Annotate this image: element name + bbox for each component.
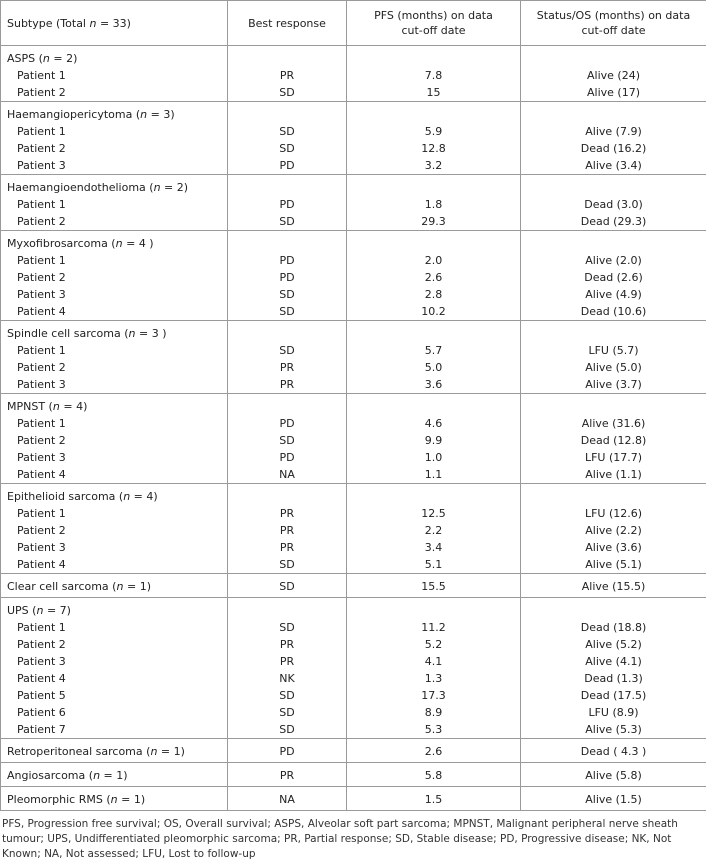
cell-label: Patient 1 <box>1 252 228 269</box>
cell-status: Alive (2.0) <box>521 252 706 269</box>
table-row <box>1 269 706 286</box>
cell-label: Patient 4 <box>1 556 228 574</box>
empty-cell <box>228 484 347 506</box>
table-row <box>1 84 706 102</box>
empty-cell <box>521 46 706 68</box>
table-row <box>1 415 706 432</box>
header-subtype <box>1 1 228 46</box>
cell-response: SD <box>228 213 347 231</box>
cell-pfs: 12.8 <box>347 140 521 157</box>
table-row <box>1 67 706 84</box>
group-count: 4 <box>139 237 146 250</box>
cell-response: SD <box>228 687 347 704</box>
table-row <box>1 522 706 539</box>
cell-label: Patient 1 <box>1 415 228 432</box>
cell-status: Dead (29.3) <box>521 213 706 231</box>
group-name: Spindle cell sarcoma <box>7 327 121 340</box>
group-myxofibrosarcoma <box>1 231 706 321</box>
group-name: ASPS <box>7 52 35 65</box>
empty-cell <box>347 394 521 416</box>
cell-pfs: 5.2 <box>347 636 521 653</box>
group-epithelioid <box>1 484 706 574</box>
empty-cell <box>347 175 521 197</box>
cell-pfs: 15 <box>347 84 521 102</box>
empty-cell <box>347 484 521 506</box>
header-pfs-line2: cut-off date <box>401 24 465 37</box>
cell-response: PR <box>228 763 347 787</box>
group-count: 2 <box>66 52 73 65</box>
group-spindle <box>1 321 706 394</box>
cell-label: Patient 2 <box>1 522 228 539</box>
table-row <box>1 466 706 484</box>
table-row <box>1 653 706 670</box>
table-row <box>1 213 706 231</box>
cell-status: Alive (3.4) <box>521 157 706 175</box>
empty-cell <box>347 321 521 343</box>
cell-status: Alive (3.6) <box>521 539 706 556</box>
empty-cell <box>521 231 706 253</box>
header-status <box>521 1 706 46</box>
cell-response: SD <box>228 704 347 721</box>
cell-status: LFU (17.7) <box>521 449 706 466</box>
table-row <box>1 432 706 449</box>
cell-pfs: 1.3 <box>347 670 521 687</box>
group-count: 4 <box>76 400 83 413</box>
cell-label: Patient 4 <box>1 466 228 484</box>
cell-status: Alive (4.9) <box>521 286 706 303</box>
cell-response: PD <box>228 739 347 763</box>
table-row <box>1 556 706 574</box>
cell-label: Patient 3 <box>1 286 228 303</box>
header-pfs-line1: PFS (months) on data <box>374 9 493 22</box>
empty-cell <box>228 175 347 197</box>
group-title: MPNST (n = 4) <box>1 394 228 416</box>
cell-response: PD <box>228 449 347 466</box>
table-row <box>1 140 706 157</box>
group-title: UPS (n = 7) <box>1 598 228 620</box>
cell-response: PR <box>228 636 347 653</box>
cell-status: Alive (7.9) <box>521 123 706 140</box>
cell-label: Patient 3 <box>1 539 228 556</box>
cell-pfs: 3.6 <box>347 376 521 394</box>
group-header-row <box>1 175 706 197</box>
table-row <box>1 252 706 269</box>
table-row <box>1 539 706 556</box>
empty-cell <box>347 46 521 68</box>
table-row <box>1 787 706 811</box>
cell-response: SD <box>228 619 347 636</box>
cell-pfs: 10.2 <box>347 303 521 321</box>
cell-response: SD <box>228 140 347 157</box>
cell-status: Alive (5.1) <box>521 556 706 574</box>
cell-pfs: 2.8 <box>347 286 521 303</box>
table-row <box>1 376 706 394</box>
cell-status: LFU (12.6) <box>521 505 706 522</box>
group-name: Myxofibrosarcoma <box>7 237 108 250</box>
table-row <box>1 342 706 359</box>
cell-status: Dead (12.8) <box>521 432 706 449</box>
cell-status: LFU (8.9) <box>521 704 706 721</box>
cell-status: Alive (3.7) <box>521 376 706 394</box>
table-row <box>1 449 706 466</box>
group-retroperitoneal <box>1 739 706 763</box>
table-row <box>1 574 706 598</box>
cell-pfs: 3.4 <box>347 539 521 556</box>
group-count: 1 <box>174 745 181 758</box>
cell-response: SD <box>228 342 347 359</box>
cell-label: Patient 1 <box>1 196 228 213</box>
cell-status: Alive (1.1) <box>521 466 706 484</box>
cell-pfs: 1.5 <box>347 787 521 811</box>
group-title: Pleomorphic RMS (n = 1) <box>1 787 228 811</box>
table-row <box>1 619 706 636</box>
cell-pfs: 7.8 <box>347 67 521 84</box>
cell-response: SD <box>228 574 347 598</box>
cell-response: SD <box>228 556 347 574</box>
header-status-line1: Status/OS (months) on data <box>537 9 690 22</box>
empty-cell <box>228 321 347 343</box>
cell-response: PD <box>228 157 347 175</box>
group-title: Haemangioendothelioma (n = 2) <box>1 175 228 197</box>
group-header-row <box>1 231 706 253</box>
cell-status: Alive (24) <box>521 67 706 84</box>
cell-response: SD <box>228 286 347 303</box>
cell-status: Alive (15.5) <box>521 574 706 598</box>
empty-cell <box>521 394 706 416</box>
cell-pfs: 5.8 <box>347 763 521 787</box>
group-pleomorphic <box>1 787 706 811</box>
group-title: Myxofibrosarcoma (n = 4 ) <box>1 231 228 253</box>
cell-pfs: 1.1 <box>347 466 521 484</box>
table-row <box>1 359 706 376</box>
empty-cell <box>228 598 347 620</box>
group-count: 1 <box>134 793 141 806</box>
cell-pfs: 5.7 <box>347 342 521 359</box>
cell-label: Patient 2 <box>1 269 228 286</box>
cell-label: Patient 1 <box>1 505 228 522</box>
group-header-row <box>1 321 706 343</box>
group-haemangiopericytoma <box>1 102 706 175</box>
cell-pfs: 5.0 <box>347 359 521 376</box>
cell-status: Alive (5.2) <box>521 636 706 653</box>
empty-cell <box>228 394 347 416</box>
cell-status: Dead (16.2) <box>521 140 706 157</box>
cell-status: Dead ( 4.3 ) <box>521 739 706 763</box>
empty-cell <box>521 484 706 506</box>
group-header-row <box>1 46 706 68</box>
cell-label: Patient 4 <box>1 303 228 321</box>
cell-status: Dead (3.0) <box>521 196 706 213</box>
table-footnote: PFS, Progression free survival; OS, Overall survival; ASPS, Alveolar soft part sarcoma; MPNST, Malignant peripheral nerve sheath tumour; UPS, Undifferentiated pleomorphic sarcoma; PR, Partial response; SD, Stable disease; PD, Progressive disease; NK, Not Known; NA, Not assessed; LFU, Lost to follow-up <box>0 811 706 862</box>
cell-pfs: 5.3 <box>347 721 521 739</box>
group-title: Clear cell sarcoma (n = 1) <box>1 574 228 598</box>
cell-response: PR <box>228 359 347 376</box>
group-count: 1 <box>116 769 123 782</box>
header-subtype-prefix: Subtype (Total <box>7 17 89 30</box>
cell-response: SD <box>228 721 347 739</box>
table-row <box>1 636 706 653</box>
cell-response: PR <box>228 522 347 539</box>
cell-pfs: 1.0 <box>347 449 521 466</box>
group-name: Retroperitoneal sarcoma <box>7 745 143 758</box>
cell-label: Patient 2 <box>1 84 228 102</box>
group-count: 4 <box>146 490 153 503</box>
group-name: Angiosarcoma <box>7 769 85 782</box>
group-header-row <box>1 598 706 620</box>
cell-status: Dead (18.8) <box>521 619 706 636</box>
cell-pfs: 4.6 <box>347 415 521 432</box>
cell-label: Patient 2 <box>1 359 228 376</box>
cell-pfs: 3.2 <box>347 157 521 175</box>
cell-status: Alive (31.6) <box>521 415 706 432</box>
group-count: 3 <box>163 108 170 121</box>
table-row <box>1 670 706 687</box>
group-name: Pleomorphic RMS <box>7 793 103 806</box>
cell-label: Patient 1 <box>1 619 228 636</box>
cell-label: Patient 2 <box>1 213 228 231</box>
cell-pfs: 15.5 <box>347 574 521 598</box>
group-name: Haemangioendothelioma <box>7 181 146 194</box>
cell-label: Patient 1 <box>1 67 228 84</box>
cell-label: Patient 4 <box>1 670 228 687</box>
cell-label: Patient 2 <box>1 432 228 449</box>
cell-label: Patient 3 <box>1 376 228 394</box>
cell-response: PD <box>228 415 347 432</box>
cell-status: LFU (5.7) <box>521 342 706 359</box>
group-ups <box>1 598 706 739</box>
group-name: Epithelioid sarcoma <box>7 490 115 503</box>
cell-status: Alive (2.2) <box>521 522 706 539</box>
cell-response: PR <box>228 67 347 84</box>
cell-label: Patient 2 <box>1 636 228 653</box>
cell-label: Patient 3 <box>1 157 228 175</box>
empty-cell <box>521 102 706 124</box>
table-row <box>1 157 706 175</box>
cell-response: SD <box>228 432 347 449</box>
table-row <box>1 123 706 140</box>
group-angiosarcoma <box>1 763 706 787</box>
table-row <box>1 286 706 303</box>
group-count: 1 <box>140 580 147 593</box>
cell-pfs: 12.5 <box>347 505 521 522</box>
empty-cell <box>347 102 521 124</box>
empty-cell <box>228 46 347 68</box>
cell-pfs: 9.9 <box>347 432 521 449</box>
cell-response: PD <box>228 196 347 213</box>
cell-pfs: 29.3 <box>347 213 521 231</box>
group-title: Spindle cell sarcoma (n = 3 ) <box>1 321 228 343</box>
table-row <box>1 739 706 763</box>
group-header-row <box>1 394 706 416</box>
header-best-response: Best response <box>228 1 347 46</box>
table-row <box>1 704 706 721</box>
cell-status: Alive (5.8) <box>521 763 706 787</box>
cell-label: Patient 3 <box>1 449 228 466</box>
group-title: Retroperitoneal sarcoma (n = 1) <box>1 739 228 763</box>
empty-cell <box>521 175 706 197</box>
table-row <box>1 721 706 739</box>
cell-pfs: 5.1 <box>347 556 521 574</box>
group-asps <box>1 46 706 102</box>
cell-label: Patient 7 <box>1 721 228 739</box>
empty-cell <box>347 598 521 620</box>
table-row <box>1 303 706 321</box>
cell-response: PD <box>228 269 347 286</box>
table-row <box>1 763 706 787</box>
cell-response: NK <box>228 670 347 687</box>
group-count: 3 <box>152 327 159 340</box>
cell-label: Patient 6 <box>1 704 228 721</box>
group-header-row <box>1 484 706 506</box>
cell-status: Alive (5.3) <box>521 721 706 739</box>
group-title: Epithelioid sarcoma (n = 4) <box>1 484 228 506</box>
cell-status: Alive (1.5) <box>521 787 706 811</box>
header-subtype-n: n <box>89 17 96 30</box>
cell-pfs: 2.2 <box>347 522 521 539</box>
table-row <box>1 505 706 522</box>
cell-pfs: 8.9 <box>347 704 521 721</box>
cell-status: Dead (2.6) <box>521 269 706 286</box>
group-clearcell <box>1 574 706 598</box>
cell-status: Dead (17.5) <box>521 687 706 704</box>
table-row <box>1 196 706 213</box>
group-haemangioendothelioma <box>1 175 706 231</box>
cell-response: SD <box>228 303 347 321</box>
empty-cell <box>521 598 706 620</box>
table-row <box>1 687 706 704</box>
group-name: MPNST <box>7 400 45 413</box>
group-header-row <box>1 102 706 124</box>
empty-cell <box>521 321 706 343</box>
cell-pfs: 11.2 <box>347 619 521 636</box>
cell-pfs: 5.9 <box>347 123 521 140</box>
cell-label: Patient 1 <box>1 342 228 359</box>
header-status-line2: cut-off date <box>581 24 645 37</box>
cell-response: PR <box>228 653 347 670</box>
cell-label: Patient 5 <box>1 687 228 704</box>
cell-status: Alive (4.1) <box>521 653 706 670</box>
group-title: ASPS (n = 2) <box>1 46 228 68</box>
cell-response: SD <box>228 123 347 140</box>
group-title: Haemangiopericytoma (n = 3) <box>1 102 228 124</box>
header-subtype-suffix: = 33) <box>96 17 131 30</box>
cell-response: PR <box>228 505 347 522</box>
cell-response: PD <box>228 252 347 269</box>
group-title: Angiosarcoma (n = 1) <box>1 763 228 787</box>
group-name: Haemangiopericytoma <box>7 108 132 121</box>
cell-response: SD <box>228 84 347 102</box>
empty-cell <box>228 102 347 124</box>
cell-status: Alive (5.0) <box>521 359 706 376</box>
cell-pfs: 2.6 <box>347 739 521 763</box>
header-pfs <box>347 1 521 46</box>
group-count: 2 <box>177 181 184 194</box>
cell-label: Patient 3 <box>1 653 228 670</box>
group-count: 7 <box>60 604 67 617</box>
empty-cell <box>228 231 347 253</box>
group-mpnst <box>1 394 706 484</box>
cell-label: Patient 1 <box>1 123 228 140</box>
cell-response: PR <box>228 376 347 394</box>
group-name: UPS <box>7 604 29 617</box>
cell-pfs: 2.0 <box>347 252 521 269</box>
group-name: Clear cell sarcoma <box>7 580 109 593</box>
cell-status: Dead (10.6) <box>521 303 706 321</box>
cell-pfs: 17.3 <box>347 687 521 704</box>
cell-pfs: 1.8 <box>347 196 521 213</box>
cell-response: NA <box>228 787 347 811</box>
table-header-row <box>1 1 706 46</box>
cell-status: Alive (17) <box>521 84 706 102</box>
cell-response: NA <box>228 466 347 484</box>
cell-pfs: 2.6 <box>347 269 521 286</box>
empty-cell <box>347 231 521 253</box>
cell-status: Dead (1.3) <box>521 670 706 687</box>
cell-pfs: 4.1 <box>347 653 521 670</box>
cell-response: PR <box>228 539 347 556</box>
cell-label: Patient 2 <box>1 140 228 157</box>
